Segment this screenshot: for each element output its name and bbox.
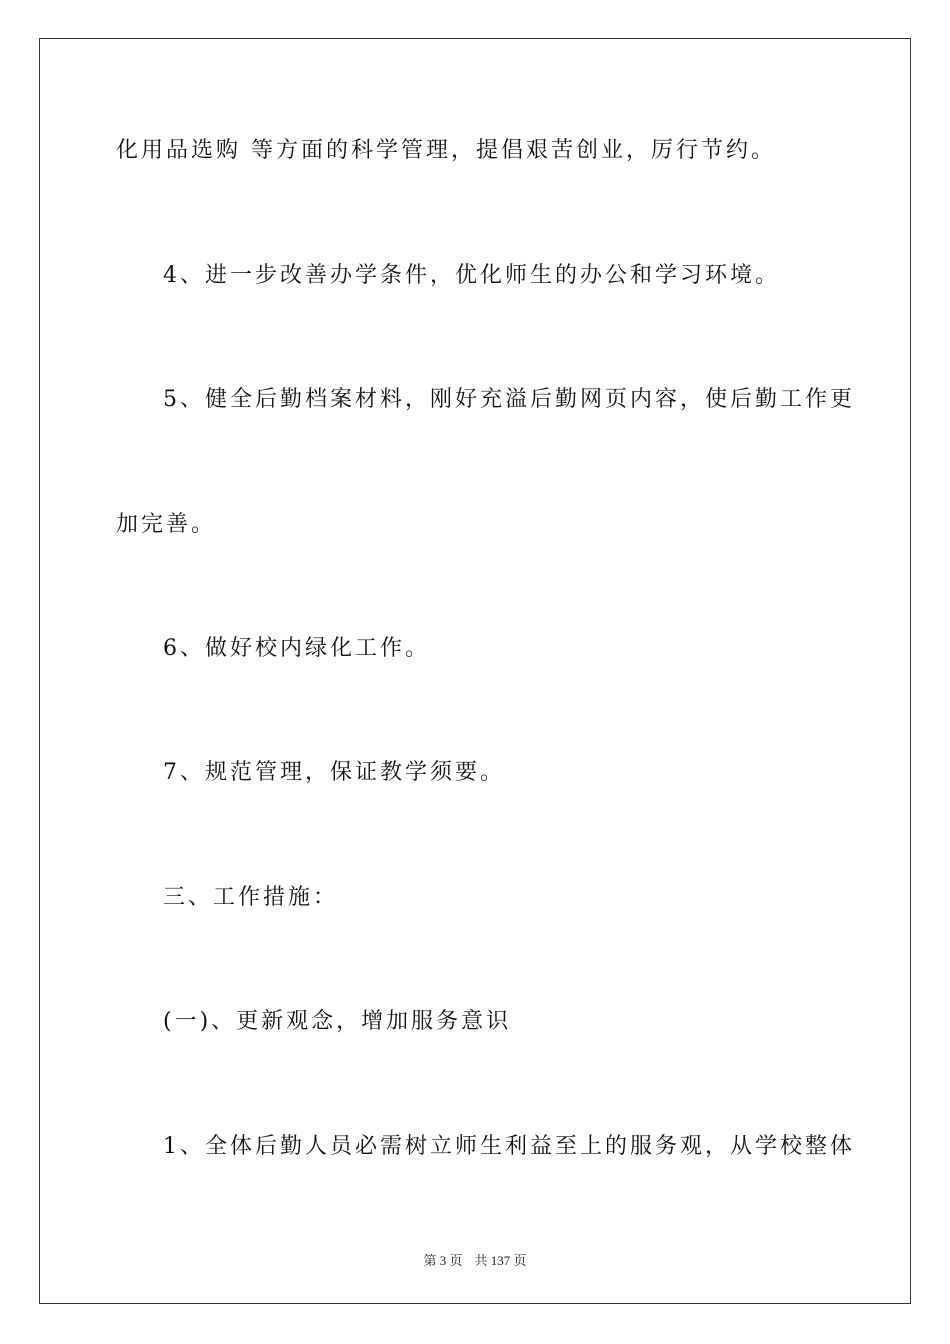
page-number: 第 3 页 (423, 1253, 463, 1268)
text-line-1: 化用品选购 等方面的科学管理，提倡艰苦创业，厉行节约。 (116, 138, 776, 163)
text-line-5: 6、做好校内绿化工作。 (163, 636, 430, 661)
subsection-heading: (一)、更新观念，增加服务意识 (163, 1009, 512, 1034)
section-heading: 三、工作措施： (163, 885, 339, 910)
text-line-2: 4、进一步改善办学条件，优化师生的办公和学习环境。 (163, 263, 780, 288)
text-line-9: 1、全体后勤人员必需树立师生利益至上的服务观，从学校整体 (163, 1134, 855, 1159)
text-line-3: 5、健全后勤档案材料，刚好充溢后勤网页内容，使后勤工作更 (163, 387, 855, 412)
page-border (39, 38, 911, 1304)
page-footer (0, 1250, 950, 1269)
text-line-4: 加完善。 (116, 512, 217, 537)
text-line-6: 7、规范管理，保证教学须要。 (163, 760, 505, 785)
page-total: 共 137 页 (474, 1253, 527, 1268)
